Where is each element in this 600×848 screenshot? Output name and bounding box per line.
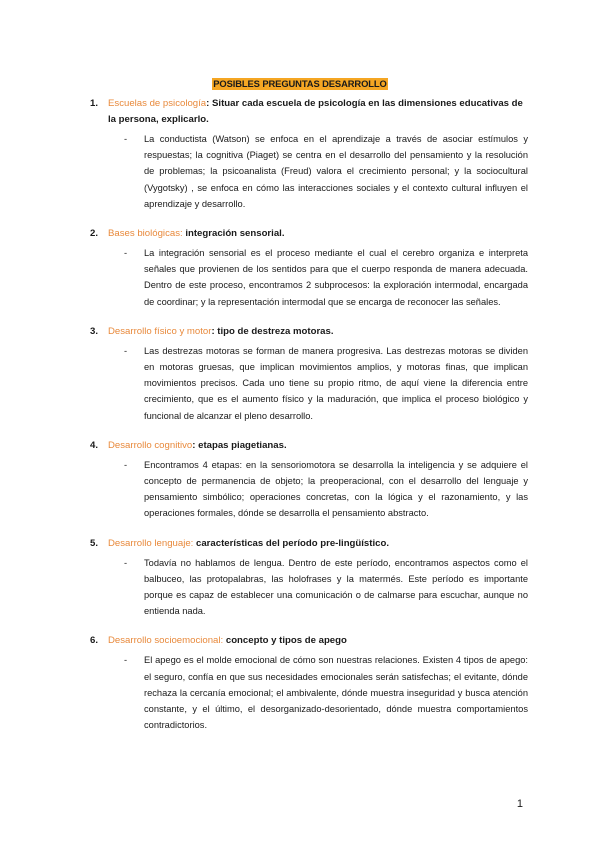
question-category: Desarrollo socioemocional: — [108, 635, 224, 647]
question-item — [90, 438, 528, 522]
question-heading — [90, 226, 528, 242]
question-text: etapas piagetianas. — [195, 439, 287, 451]
question-text: integración sensorial. — [182, 228, 285, 240]
question-number: 2. — [90, 228, 99, 240]
bullet-dash: - — [124, 248, 128, 259]
title-wrapper — [0, 74, 600, 92]
question-heading — [90, 96, 528, 128]
answer-text: La conductista (Watson) se enfoca en el aprendizaje a través de asociar estímulos y respuestas; la cognitiva (Piaget) se centra en el desarrollo del pensamiento y la resolución de problemas; la psicoanalista (Freud) valora el crecimiento personal; y la sociocultural (Vygotsky) , se enfoca en cómo las interacciones sociales y el contexto cultural influyen el aprendizaje y desarrollo. — [144, 134, 528, 209]
category-separator: : — [192, 439, 196, 451]
answer-text: Todavía no hablamos de lengua. Dentro de este período, encontramos aspectos como el balbuceo, las protopalabras, las holofrases y la matermés. Este período es importante porque es capaz de establecer una comunicación o de calmarse para escuchar, aunque no entienda nada. — [144, 557, 528, 617]
question-item — [90, 324, 528, 424]
question-text: características del período pre-lingüístico. — [193, 537, 389, 549]
answer-paragraph — [90, 555, 528, 620]
question-item — [90, 536, 528, 620]
question-category: Desarrollo lenguaje: — [108, 537, 194, 549]
answer-text: Las destrezas motoras se forman de manera progresiva. Las destrezas motoras se dividen en motoras gruesas, que implican movimientos amplios, y motoras finas, que implican movimientos precisos. Cada uno tiene su propio ritmo, de aquí viene la diferencia entre crecimiento, que es el aumento físico y la maduración, que implica el proceso biológico y funcional de alcanzar el pleno desarrollo. — [144, 345, 528, 421]
question-text: concepto y tipos de apego — [223, 635, 347, 647]
question-category: Desarrollo físico y motor — [108, 325, 212, 337]
document-title: POSIBLES PREGUNTAS DESARROLLO — [213, 78, 387, 89]
answer-paragraph — [90, 457, 528, 522]
answer-text: Encontramos 4 etapas: en la sensoriomotora se desarrolla la inteligencia y se adquiere el concepto de permanencia de objeto; la preoperacional, con el desarrollo del lenguaje y pensamiento simbólico; operaciones concretas, con la lógica y el razonamiento, y las operaciones formales, dónde se desarrolla el pensamiento abstracto. — [144, 459, 528, 519]
question-item — [90, 633, 528, 733]
answer-paragraph — [90, 652, 528, 733]
category-separator: : — [206, 98, 210, 109]
answer-paragraph — [90, 131, 528, 212]
question-item — [90, 226, 528, 310]
questions-list — [90, 96, 528, 747]
page-number: 1 — [516, 798, 523, 810]
question-heading — [90, 633, 528, 649]
bullet-dash: - — [124, 134, 128, 144]
question-heading — [90, 438, 528, 454]
answer-paragraph — [90, 343, 528, 424]
question-number: 5. — [90, 537, 99, 549]
question-heading — [90, 324, 528, 340]
bullet-dash: - — [124, 345, 128, 356]
question-text: Situar cada escuela de psicología en las dimensiones educativas de la persona, explicarlo. — [108, 98, 523, 125]
answer-text: La integración sensorial es el proceso mediante el cual el cerebro organiza e interpreta señales que provienen de los sentidos para que el cuerpo responda de manera adecuada. Dentro de este proceso, encontramos 2 subprocesos: la exploración intermodal, encargada de coordinar; y la representación intermodal que se encarga de reconocer las señales. — [144, 248, 528, 307]
question-number: 4. — [90, 439, 99, 451]
question-number: 6. — [90, 635, 99, 647]
bullet-dash: - — [124, 459, 128, 470]
question-number: 3. — [90, 325, 99, 337]
bullet-dash: - — [124, 655, 128, 666]
category-separator: : — [211, 325, 215, 337]
question-text: tipo de destreza motoras. — [214, 325, 334, 337]
question-number: 1. — [90, 98, 99, 109]
answer-text: El apego es el molde emocional de cómo son nuestras relaciones. Existen 4 tipos de apego: el seguro, confía en que sus necesidades emocionales serán satisfechas; el evitante, dónde rechaza la cercanía emocional; el ambivalente, dónde muestra inseguridad y busca atención constante, y el último, el desorganizado-desorientado, dónde muestra comportamientos contradictorios. — [144, 655, 528, 731]
bullet-dash: - — [124, 557, 128, 568]
answer-paragraph — [90, 245, 528, 310]
question-item — [90, 96, 528, 212]
question-category: Desarrollo cognitivo — [108, 439, 193, 451]
question-category: Bases biológicas: — [108, 228, 183, 240]
question-heading — [90, 536, 528, 552]
question-category: Escuelas de psicología — [108, 98, 207, 109]
